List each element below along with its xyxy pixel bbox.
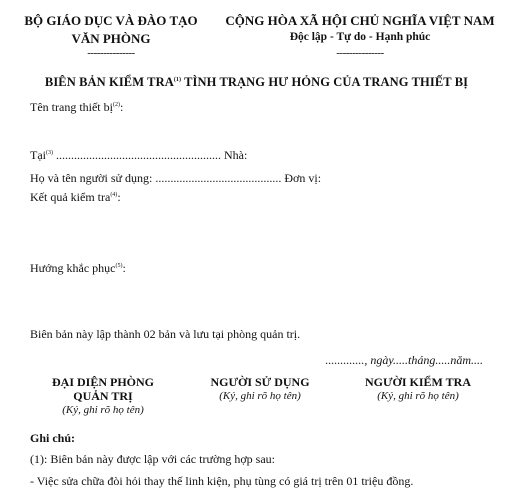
signature-block-user — [190, 375, 330, 402]
date-line: ............., ngày.....tháng.....năm.... — [325, 353, 483, 367]
signature-user-subtitle: (Ký, ghi rõ họ tên) — [219, 390, 301, 402]
title-note-ref: (1) — [173, 76, 182, 83]
result-colon: : — [117, 190, 121, 204]
result-ref: (4) — [110, 192, 118, 198]
remedy-field — [30, 261, 126, 276]
location-ref: (3) — [46, 150, 53, 156]
remedy-label: Hướng khắc phục — [30, 261, 116, 275]
left-header-rule: --------------- — [87, 47, 135, 59]
location-field — [30, 148, 247, 163]
device-name-label: Tên trang thiết bị — [30, 100, 113, 114]
signature-inspector-title: NGƯỜI KIỂM TRA — [364, 375, 471, 389]
location-dots: ....................................................... — [53, 148, 221, 162]
location-label: Tại — [30, 148, 46, 162]
result-label: Kết quả kiểm tra — [30, 190, 111, 204]
signature-inspector-subtitle: (Ký, ghi rõ họ tên) — [377, 390, 459, 402]
house-label: Nhà: — [221, 148, 248, 162]
copies-statement: Biên bản này lập thành 02 bản và lưu tại phòng quản trị. — [30, 327, 301, 341]
signature-admin-title-line2: QUẢN TRỊ — [73, 389, 133, 403]
signature-block-inspector — [343, 375, 493, 402]
result-field — [30, 190, 121, 205]
unit-label: Đơn vị: — [281, 171, 322, 185]
national-motto: Độc lập - Tự do - Hạnh phúc — [289, 31, 431, 43]
device-name-ref: (2) — [112, 102, 120, 108]
office-name: VĂN PHÒNG — [71, 31, 151, 46]
title-suffix: TÌNH TRẠNG HƯ HỎNG CỦA TRANG THIẾT BỊ — [181, 75, 469, 89]
note-item-1: (1): Biên bản này được lập với các trường hợp sau: — [30, 452, 275, 466]
signature-admin-subtitle: (Ký, ghi rõ họ tên) — [62, 404, 144, 416]
user-field — [30, 171, 321, 186]
remedy-ref: (5) — [115, 263, 123, 269]
signature-admin-title-line1: ĐẠI DIỆN PHÒNG — [51, 375, 154, 389]
notes-heading: Ghi chú: — [30, 431, 76, 445]
note-item-1-bullet: - Việc sửa chữa đòi hỏi thay thế linh kiện, phụ tùng có giá trị trên 01 triệu đồng. — [30, 474, 414, 488]
country-name: CỘNG HÒA XÃ HỘI CHỦ NGHĨA VIỆT NAM — [225, 13, 495, 28]
remedy-colon: : — [122, 261, 126, 275]
user-label: Họ và tên người sử dụng: .......................................... — [30, 171, 282, 185]
document-title — [0, 75, 513, 90]
right-header-rule: --------------- — [336, 47, 384, 59]
ministry-name: BỘ GIÁO DỤC VÀ ĐÀO TẠO — [24, 13, 198, 28]
device-name-field — [30, 100, 123, 115]
signature-user-title: NGƯỜI SỬ DỤNG — [210, 375, 310, 389]
title-prefix: BIÊN BẢN KIỂM TRA — [44, 75, 174, 89]
signature-block-admin — [28, 375, 178, 416]
device-name-colon: : — [119, 100, 124, 114]
